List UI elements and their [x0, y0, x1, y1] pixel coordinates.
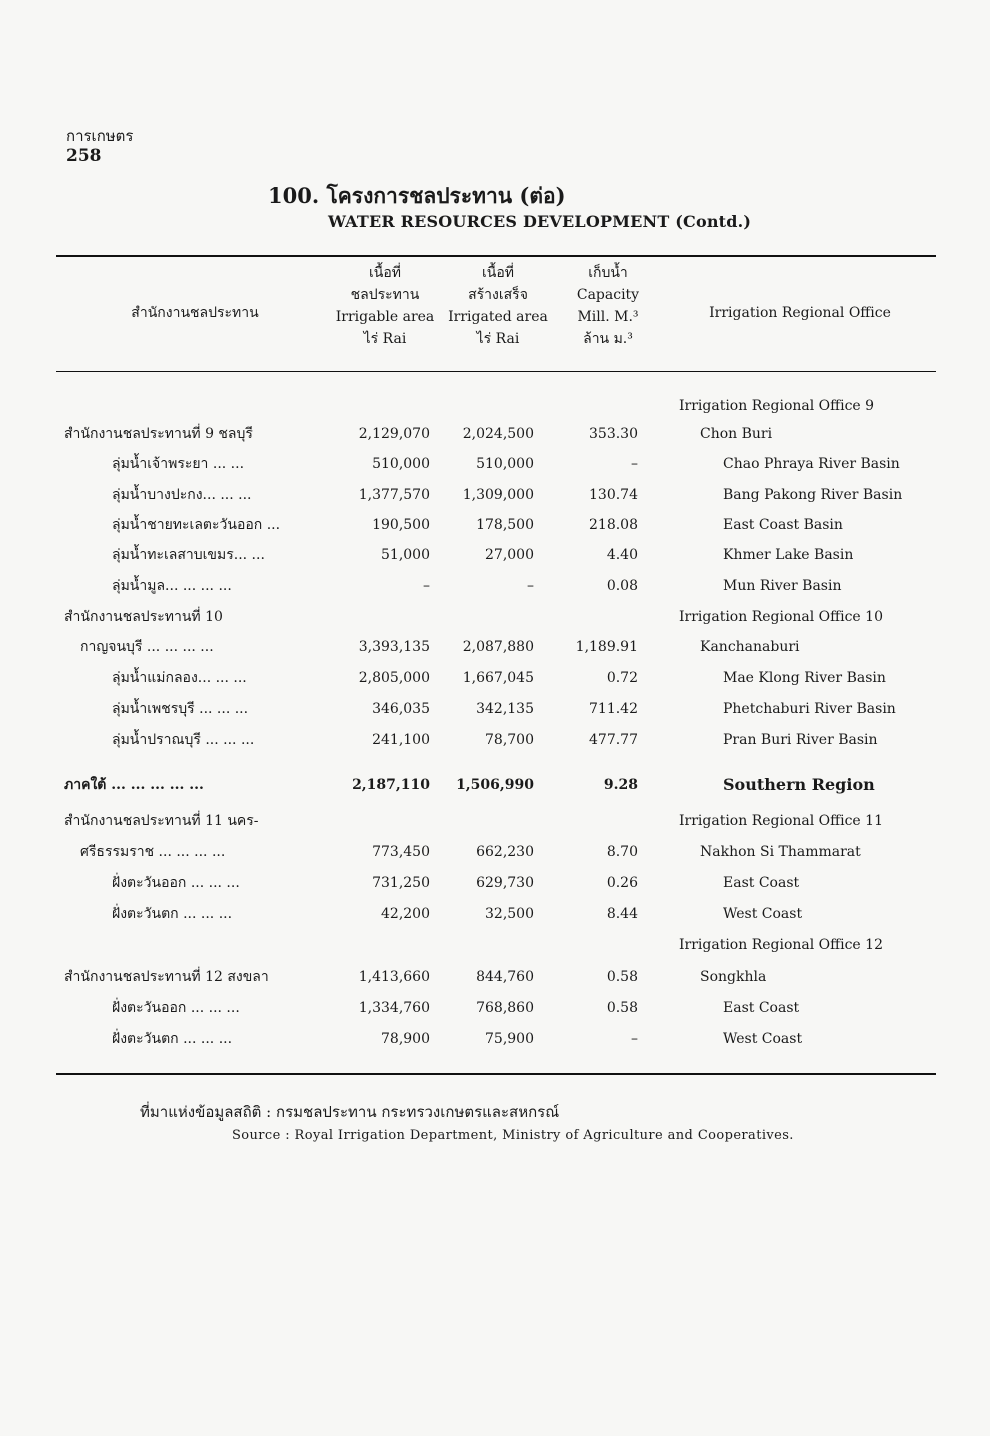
irrigated-area-value: 510,000 [476, 456, 534, 472]
source-note-english: Source : Royal Irrigation Department, Ministry of Agriculture and Cooperatives. [232, 1128, 794, 1143]
irrigable-area-value: 1,413,660 [358, 969, 430, 985]
irrigated-area-value: 342,135 [476, 701, 534, 717]
basin-name-english: Chao Phraya River Basin [723, 456, 900, 472]
irrigable-area-value: 773,450 [372, 844, 430, 860]
bottom-rule [56, 1073, 936, 1075]
capacity-value: 477.77 [589, 732, 638, 748]
office-name-thai: สำนักงานชลประทานที่ 9 ชลบุรี [64, 426, 253, 442]
office-name-english: Irrigation Regional Office 11 [679, 813, 883, 829]
irrigable-area-value: 2,187,110 [352, 777, 430, 793]
table-row [0, 449, 990, 479]
office-name-thai-continued: กาญจนบุรี ... ... ... ... [80, 639, 214, 655]
coast-name-thai: ฝั่งตะวันตก ... ... ... [112, 1031, 233, 1047]
table-row [0, 868, 990, 898]
irrigable-area-value: 42,200 [381, 906, 430, 922]
irrigated-area-value: 75,900 [485, 1031, 534, 1047]
irrigable-area-value: 1,377,570 [358, 487, 430, 503]
irrigated-area-value: 1,506,990 [456, 777, 534, 793]
table-title-thai: 100. โครงการชลประทาน (ต่อ) [268, 183, 566, 208]
basin-name-thai: ลุ่มน้ำมูล... ... ... ... [112, 578, 232, 594]
irrigable-area-value: 3,393,135 [358, 639, 430, 655]
capacity-value: 8.44 [606, 906, 638, 922]
capacity-value: 8.70 [606, 844, 638, 860]
table-row [0, 391, 990, 421]
table-row [0, 602, 990, 632]
irrigated-area-value: 629,730 [476, 875, 534, 891]
capacity-value: 0.58 [606, 969, 638, 985]
capacity-value: 218.08 [589, 517, 638, 533]
table-row [0, 480, 990, 510]
coast-name-english: East Coast [723, 875, 800, 891]
irrigable-area-value: 190,500 [372, 517, 430, 533]
header-rule [56, 371, 936, 372]
office-name-english: Songkhla [700, 969, 767, 985]
irrigated-area-value: 78,700 [485, 732, 534, 748]
office-name-english: Nakhon Si Thammarat [700, 844, 861, 860]
capacity-value: 0.58 [606, 1000, 638, 1016]
coast-name-thai: ฝั่งตะวันออก ... ... ... [112, 875, 240, 891]
office-name-english: Chon Buri [700, 426, 773, 442]
top-rule [56, 255, 936, 257]
basin-name-thai: ลุ่มน้ำเจ้าพระยา ... ... [112, 456, 245, 472]
table-row [0, 1024, 990, 1054]
header-office-thai: สำนักงานชลประทาน [131, 305, 259, 321]
page-header [66, 126, 133, 166]
irrigable-area-value: 1,334,760 [358, 1000, 430, 1016]
irrigated-area-value: 1,667,045 [462, 670, 534, 686]
office-name-thai: สำนักงานชลประทานที่ 10 [64, 609, 223, 625]
coast-name-thai: ฝั่งตะวันออก ... ... ... [112, 1000, 240, 1016]
irrigated-area-value: 32,500 [485, 906, 534, 922]
irrigated-area-value: 2,087,880 [462, 639, 534, 655]
table-row [0, 930, 990, 960]
office-name-thai: สำนักงานชลประทานที่ 11 นคร- [64, 813, 259, 829]
section-label: การเกษตร [66, 127, 134, 145]
irrigated-area-value: 27,000 [485, 547, 534, 563]
office-name-english: Irrigation Regional Office 9 [679, 398, 875, 414]
irrigable-area-value: 2,129,070 [358, 426, 430, 442]
capacity-value: – [631, 1031, 638, 1047]
irrigable-area-value: 51,000 [381, 547, 430, 563]
basin-name-thai: ลุ่มน้ำปราณบุรี ... ... ... [112, 732, 255, 748]
table-row [0, 993, 990, 1023]
header-office-english: Irrigation Regional Office [709, 305, 891, 321]
capacity-value: 4.40 [606, 547, 638, 563]
table-row [0, 419, 990, 449]
table-row-region [0, 770, 990, 800]
basin-name-english: Pran Buri River Basin [723, 732, 878, 748]
basin-name-english: Bang Pakong River Basin [723, 487, 903, 503]
coast-name-thai: ฝั่งตะวันตก ... ... ... [112, 906, 233, 922]
basin-name-english: East Coast Basin [723, 517, 843, 533]
capacity-value: 130.74 [589, 487, 638, 503]
irrigable-area-value: 510,000 [372, 456, 430, 472]
irrigated-area-value: 2,024,500 [462, 426, 534, 442]
irrigated-area-value: 1,309,000 [462, 487, 534, 503]
coast-name-english: West Coast [723, 906, 803, 922]
capacity-value: 0.72 [606, 670, 638, 686]
irrigable-area-value: 241,100 [372, 732, 430, 748]
table-row [0, 837, 990, 867]
capacity-value: 9.28 [603, 777, 638, 793]
capacity-value: 711.42 [589, 701, 638, 717]
basin-name-thai: ลุ่มน้ำทะเลสาบเขมร... ... [112, 547, 265, 563]
office-name-english: Irrigation Regional Office 12 [679, 937, 883, 953]
irrigable-area-value: 78,900 [381, 1031, 430, 1047]
basin-name-thai: ลุ่มน้ำเพชรบุรี ... ... ... [112, 701, 249, 717]
capacity-value: 353.30 [589, 426, 638, 442]
basin-name-thai: ลุ่มน้ำชายทะเลตะวันออก ... [112, 517, 281, 533]
capacity-value: 0.08 [606, 578, 638, 594]
table-row [0, 632, 990, 662]
table-title-english: WATER RESOURCES DEVELOPMENT (Contd.) [328, 212, 752, 231]
basin-name-english: Mae Klong River Basin [723, 670, 886, 686]
page-number: 258 [66, 146, 102, 166]
table-row [0, 510, 990, 540]
office-name-thai: สำนักงานชลประทานที่ 12 สงขลา [64, 969, 269, 985]
table-row [0, 899, 990, 929]
source-note-thai: ที่มาแห่งข้อมูลสถิติ : กรมชลประทาน กระทรวงเกษตรและสหกรณ์ [140, 1103, 560, 1121]
irrigated-area-value: 768,860 [476, 1000, 534, 1016]
header-capacity: เก็บน้ำ Capacity Mill. M.³ ล้าน ม.³ [576, 265, 640, 347]
capacity-value: 0.26 [606, 875, 638, 891]
basin-name-english: Mun River Basin [723, 578, 842, 594]
irrigated-area-value: – [527, 578, 534, 594]
capacity-value: – [631, 456, 638, 472]
table-row [0, 663, 990, 693]
coast-name-english: West Coast [723, 1031, 803, 1047]
table-row [0, 725, 990, 755]
basin-name-thai: ลุ่มน้ำแม่กลอง... ... ... [112, 670, 247, 686]
irrigable-area-value: 346,035 [372, 701, 430, 717]
table-row [0, 962, 990, 992]
capacity-value: 1,189.91 [575, 639, 638, 655]
irrigated-area-value: 844,760 [476, 969, 534, 985]
office-name-thai-continued: ศรีธรรมราช ... ... ... ... [80, 844, 226, 860]
table-row [0, 571, 990, 601]
table-row [0, 540, 990, 570]
irrigated-area-value: 178,500 [476, 517, 534, 533]
irrigable-area-value: – [423, 578, 430, 594]
office-name-english: Irrigation Regional Office 10 [679, 609, 883, 625]
basin-name-english: Khmer Lake Basin [723, 547, 854, 563]
office-name-english: Kanchanaburi [700, 639, 800, 655]
basin-name-thai: ลุ่มน้ำบางปะกง... ... ... [112, 487, 252, 503]
table-row [0, 806, 990, 836]
table-row [0, 694, 990, 724]
irrigated-area-value: 662,230 [476, 844, 534, 860]
region-name-thai: ภาคใต้ ... ... ... ... ... [64, 777, 204, 793]
irrigable-area-value: 2,805,000 [358, 670, 430, 686]
header-irrigable-area: เนื้อที่ ชลประทาน Irrigable area ไร่ Rai [335, 265, 435, 347]
region-name-english: Southern Region [723, 775, 875, 794]
header-irrigated-area: เนื้อที่ สร้างเสร็จ Irrigated area ไร่ Rai [448, 265, 548, 347]
irrigable-area-value: 731,250 [372, 875, 430, 891]
basin-name-english: Phetchaburi River Basin [723, 701, 896, 717]
coast-name-english: East Coast [723, 1000, 800, 1016]
